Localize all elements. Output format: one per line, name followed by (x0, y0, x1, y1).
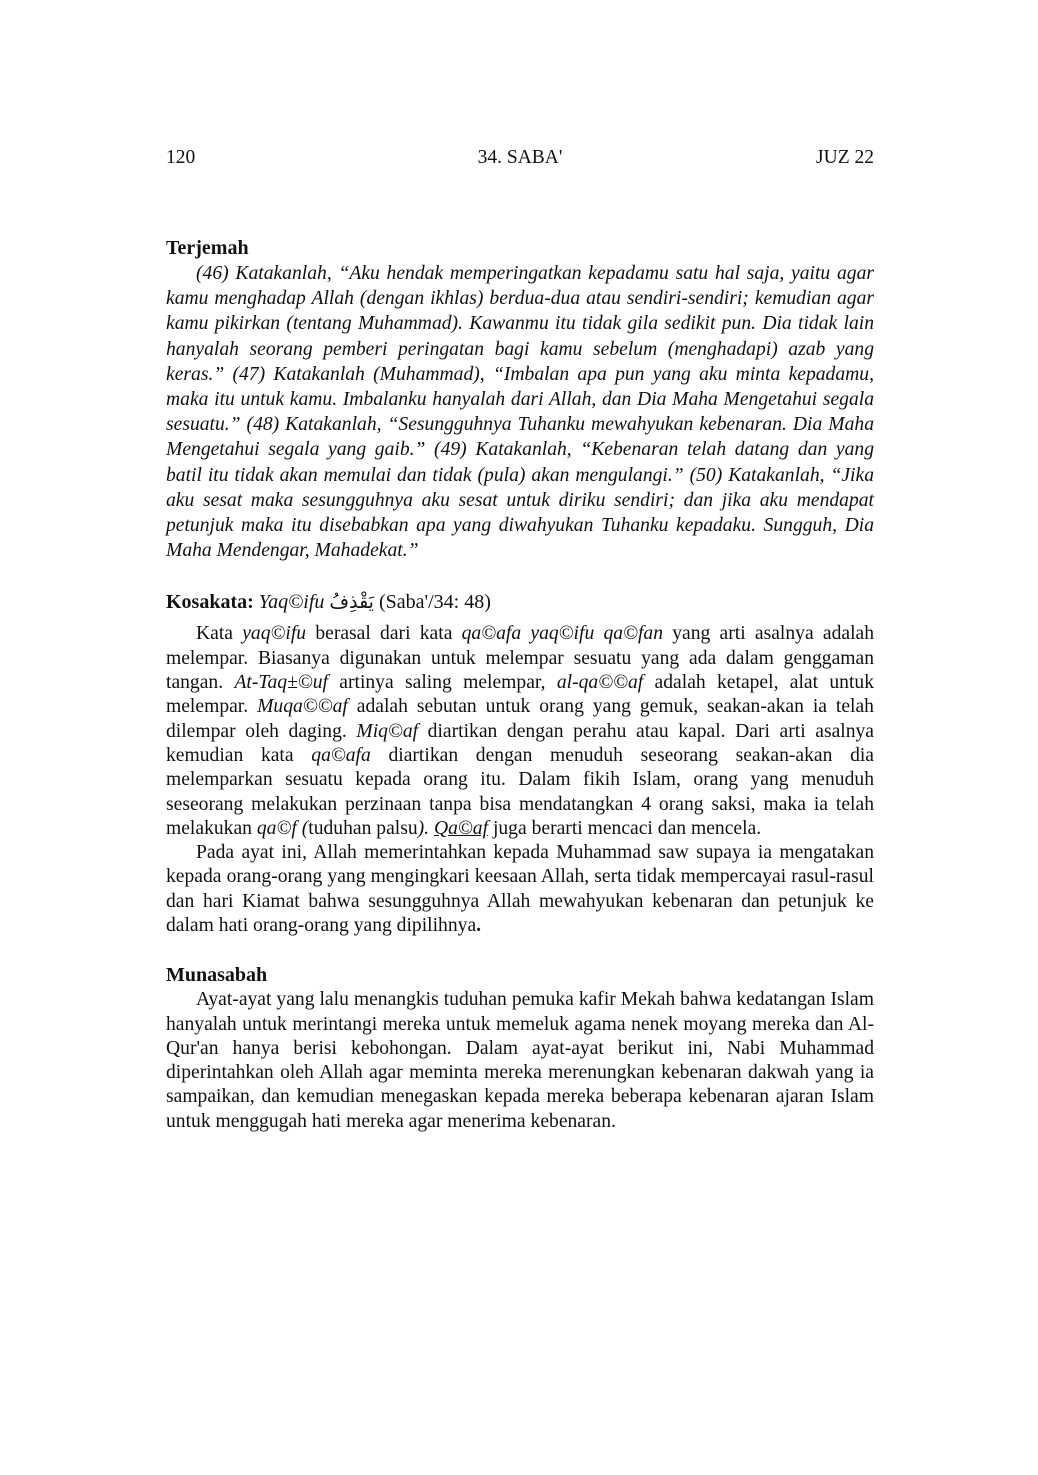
juz-label: JUZ 22 (816, 147, 874, 168)
kosakata-term: Yaq©ifu (258, 591, 325, 614)
terjemah-heading: Terjemah (166, 237, 249, 259)
text-run: diartikan dengan menuduh seseorang seakan-akan dia melemparkan sesuatu kepada orang itu. Dalam fikih Islam, orang yang menuduh seseorang melakukan perzinaan tanpa bisa mendatangkan 4 orang saksi, maka ia telah melakukan (166, 744, 875, 839)
text-run: Kata (196, 623, 243, 645)
italic-term: qa©afa yaq©ifu qa©fan (461, 623, 663, 645)
kosakata-label: Kosakata: (166, 591, 254, 614)
page-number: 120 (166, 147, 196, 168)
text-run: . (476, 915, 482, 936)
page-body (166, 236, 874, 1134)
text-run: artinya saling melempar, (327, 672, 557, 694)
text-run: ). (417, 817, 434, 839)
kosakata-reference: (Saba'/34: 48) (378, 591, 491, 614)
text-run: adalah sebutan untuk orang yang gemuk, seakan-akan ia telah dilempar oleh daging. (166, 696, 874, 742)
italic-term: Muqa©©af (257, 696, 348, 718)
terjemah-section (166, 236, 874, 563)
italic-term: al-qa©©af (556, 672, 644, 694)
kosakata-body (166, 622, 874, 938)
text-run: yang arti asalnya adalah melempar. Biasanya digunakan untuk melempar sesuatu yang ada dalam genggaman tangan. (166, 623, 875, 694)
kosakata-paragraph-1 (166, 622, 874, 841)
munasabah-paragraph: Ayat-ayat yang lalu menangkis tuduhan pemuka kafir Mekah bahwa kedatangan Islam hanyalah untuk merintangi mereka untuk memeluk agama nenek moyang mereka dan Al-Qur'an hanya berisi kebohongan. Dalam ayat-ayat berikut ini, Nabi Muhammad diperintahkan oleh Allah agar meminta mereka merenungkan kebenaran dakwah yang ia sampaikan, dan kemudian menegaskan kepada mereka beberapa kebenaran ajaran Islam untuk menggugah hati mereka agar menerima kebenaran. (166, 989, 874, 1132)
munasabah-section (166, 963, 874, 1134)
kosakata-paragraph-2 (166, 841, 874, 938)
munasabah-heading: Munasabah (166, 964, 268, 987)
text-run: tuduhan palsu (308, 817, 418, 839)
text-run: Pada ayat ini, Allah memerintahkan kepada Muhammad saw supaya ia mengatakan kepada orang-orang yang mengingkari keesaan Allah, serta tidak mempercayai rasul-rasul dan hari Kiamat bahwa sesungguhnya Allah mewahyukan kebenaran dan petunjuk ke dalam hati orang-orang yang dipilihnya (166, 842, 874, 936)
italic-term: yaq©ifu (242, 623, 307, 645)
text-run: adalah ketapel, alat untuk melempar. (166, 672, 875, 718)
text-run: ( (296, 817, 309, 839)
kosakata-section (166, 588, 874, 938)
chapter-title: 34. SABA' (477, 147, 563, 168)
italic-term: Qa©af (433, 817, 489, 839)
page-header (166, 144, 874, 172)
kosakata-arabic: يَقْذِفُ (329, 591, 374, 614)
italic-term: qa©f (256, 817, 297, 839)
terjemah-paragraph: (46) Katakanlah, “Aku hendak memperingatkan kepadamu satu hal saja, yaitu agar kamu menghadap Allah (dengan ikhlas) berdua-dua atau sendiri-sendiri; kemudian agar kamu pikirkan (tentang Muhammad). Kawanmu itu tidak gila sedikit pun. Dia tidak lain hanyalah seorang pemberi peringatan bagi kamu sebelum (menghadapi) azab yang keras.” (47) Katakanlah (Muhammad), “Imbalan apa pun yang aku minta kepadamu, maka itu untuk kamu. Imbalanku hanyalah dari Allah, dan Dia Maha Mengetahui segala sesuatu.” (48) Katakanlah, “Sesungguhnya Tuhanku mewahyukan kebenaran. Dia Maha Mengetahui segala yang gaib.” (49) Katakanlah, “Kebenaran telah datang dan yang batil itu tidak akan memulai dan tidak (pula) akan mengulangi.” (50) Katakanlah, “Jika aku sesat maka sesungguhnya aku sesat untuk diriku sendiri; dan jika aku mendapat petunjuk maka itu disebabkan apa yang diwahyukan Tuhanku kepadaku. Sungguh, Dia Maha Mendengar, Mahadekat.” (166, 263, 874, 562)
text-run: berasal dari kata (306, 623, 462, 645)
text-run: diartikan dengan perahu atau kapal. Dari arti asalnya kemudian kata (166, 720, 875, 766)
kosakata-heading (166, 588, 874, 616)
italic-term: Miq©af (356, 720, 419, 742)
italic-term: qa©afa (311, 744, 371, 766)
text-run: juga berarti mencaci dan mencela. (488, 817, 762, 839)
italic-term: At-Taq±©uf (234, 672, 328, 694)
